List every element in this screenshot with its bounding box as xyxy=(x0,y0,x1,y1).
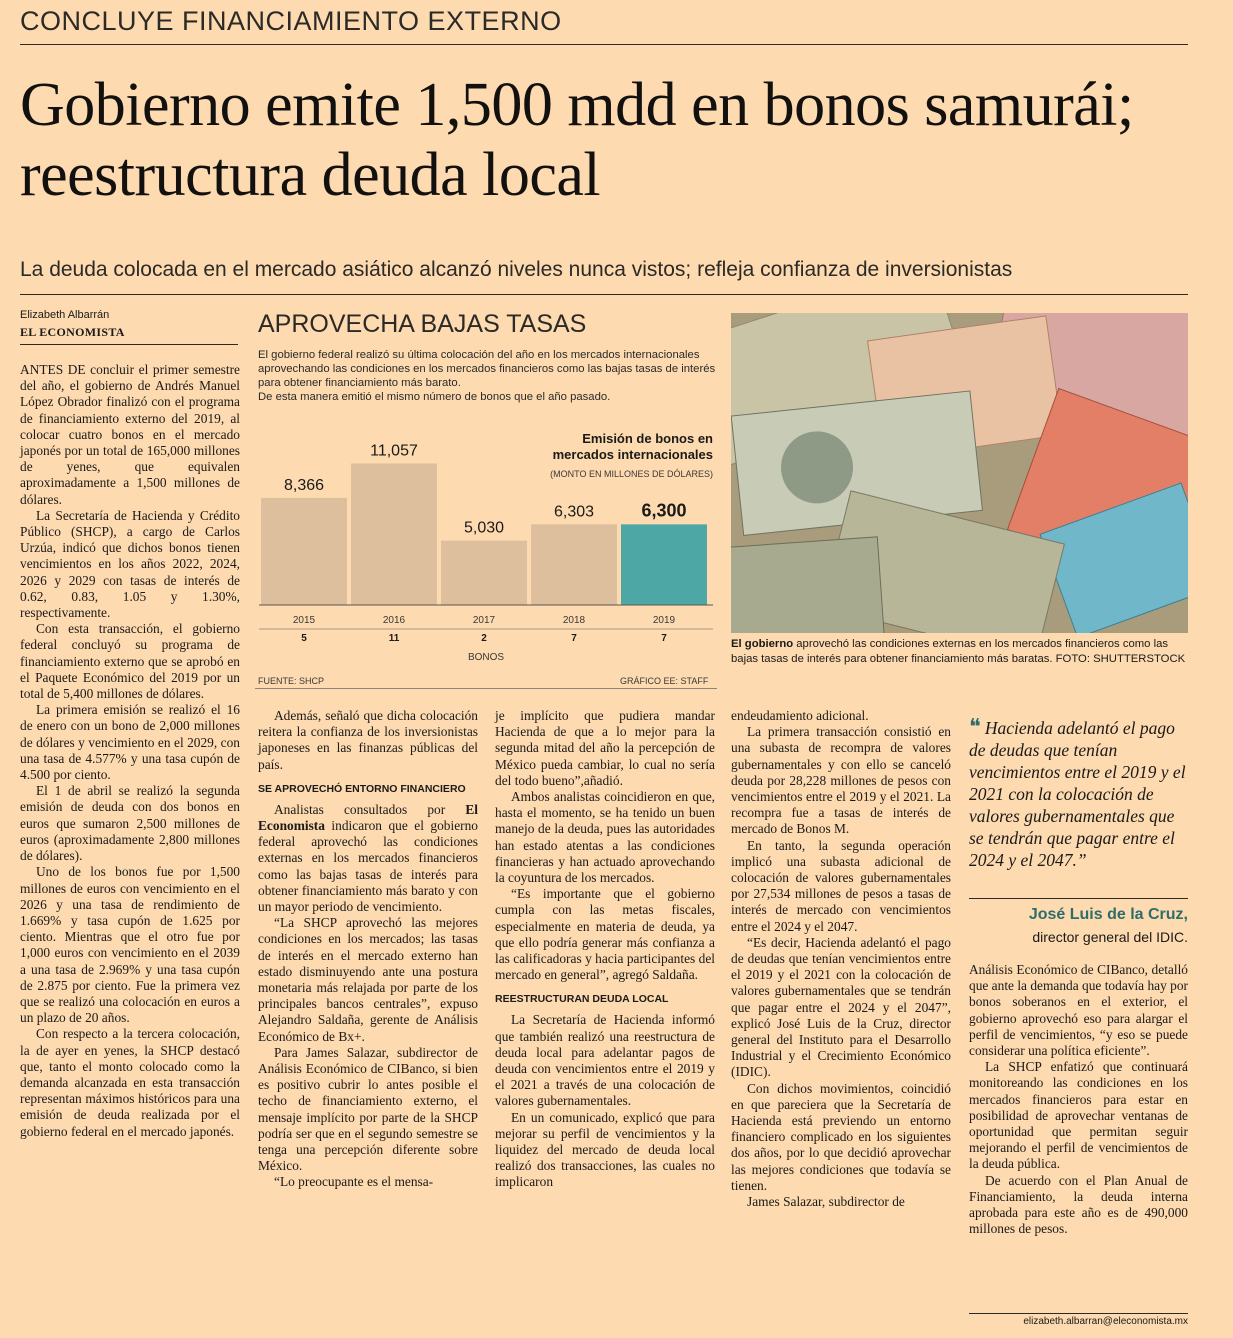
chart-value-label: 6,303 xyxy=(553,503,595,521)
paragraph: La primera transacción consistió en una subasta de recompra de valores gubernamentales y con ello se canceló deuda por 28,228 millones de pesos con vencimientos entre el 2019 y el 2021. La recompra fue a tasas de interés de mercado de Bonos M. xyxy=(731,724,951,837)
chart-bonds-count: 11 xyxy=(388,633,400,644)
chart-value-label: 11,057 xyxy=(370,442,418,460)
chart-value-label: 6,300 xyxy=(641,500,687,521)
paragraph: La SHCP enfatizó que continuará monitoreando las condiciones en los mercados financieros para estar en posibilidad de aprovechar ventanas de oportunidad que permitan seguir mejorando el perfil de vencimientos de la deuda pública. xyxy=(969,1059,1188,1172)
article-column-4 xyxy=(731,708,951,1210)
infographic-title: APROVECHA BAJAS TASAS xyxy=(258,310,587,338)
section-heading: REESTRUCTURAN DEUDA LOCAL xyxy=(495,993,669,1006)
photo-caption: El gobierno aprovechó las condiciones externas en los mercados financieros como las bajas tasas de interés para obtener financiamiento más baratas. FOTO: SHUTTERSTOCK xyxy=(731,638,1186,665)
paragraph: “Lo preocupante es el mensa- xyxy=(274,1174,434,1190)
byline-author: Elizabeth Albarrán xyxy=(20,309,110,321)
paragraph: La Secretaría de Hacienda y Crédito Público (SHCP), a cargo de Carlos Urzúa, indicó que dichos bonos tienen vencimientos en los años 2022, 2024, 2026 y 2029 con tasas de interés de 0.62, 0.83, 1.05 y 1.30%, respectivamente. xyxy=(20,507,240,621)
paragraph: Con dichos movimientos, coincidió en que pareciera que la Secretaría de Hacienda está previendo un entorno financiero complicado en los siguientes dos años, por lo que decidió aprovechar las mejores condiciones que todavía se tienen. xyxy=(731,1080,951,1193)
chart-bar xyxy=(261,498,347,605)
chart-bonds-count: 7 xyxy=(661,633,667,644)
lead-in: ANTES DE xyxy=(20,362,86,377)
article-column-1 xyxy=(20,362,240,1140)
chart-bar xyxy=(621,524,707,605)
email-divider xyxy=(969,1313,1188,1314)
paragraph: “Es decir, Hacienda adelantó el pago de deudas que tenían vencimientos entre el 2019 y el 2021 con la colocación de valores gubernamentales que se tendrán que pagar entre el 2024 y el 2047”, explicó José Luis de la Cruz, director general del Instituto para el Desarrollo Industrial y el Crecimiento Económico (IDIC). xyxy=(731,934,951,1080)
chart-year-label: 2018 xyxy=(562,615,586,626)
article-column-2 xyxy=(258,708,478,1191)
paragraph: La Secretaría de Hacienda informó que también realizó una reestructura de deuda local para adelantar pagos de deuda con vencimientos entre el 2019 y el 2021 a través de una colocación de valores gubernamentales. xyxy=(495,1012,715,1109)
paragraph: endeudamiento adicional. xyxy=(731,708,869,723)
chart-bonds-label: BONOS xyxy=(467,652,505,663)
quote-icon: ❝ xyxy=(969,714,981,739)
byline-outlet: EL ECONOMISTA xyxy=(20,325,125,339)
chart-bonds-count: 2 xyxy=(481,633,487,644)
article-column-5 xyxy=(969,962,1188,1237)
paragraph: Con esta transacción, el gobierno federal concluyó su programa de financiamiento externo que se aprobó en el Paquete Económico del 2019 por un total de 5,400 millones de dólares. xyxy=(20,621,240,702)
headline: Gobierno emite 1,500 mdd en bonos samurái; reestructura deuda local xyxy=(20,71,1134,209)
paragraph: En tanto, la segunda operación implicó una subasta adicional de colocación de valores gubernamentales por 27,534 millones de pesos a tasas de interés de mercado con vencimientos entre el 2024 y el 2047. xyxy=(731,837,951,934)
paragraph: James Salazar, subdirector de xyxy=(747,1194,905,1210)
chart-title: Emisión de bonos en mercados internacionales xyxy=(552,431,713,462)
paragraph: La primera emisión se realizó el 16 de enero con un bono de 2,000 millones de dólares y vencimiento en el 2029, con una tasa de 4.577% y una tasa cupón de 4.500 por ciento. xyxy=(20,702,240,783)
paragraph: Además, señaló que dicha colocación reitera la confianza de los inversionistas japoneses en las finanzas públicas del país. xyxy=(258,708,478,772)
infographic-divider xyxy=(255,688,717,689)
banknotes-photo xyxy=(731,313,1188,633)
chart-value-label: 8,366 xyxy=(283,476,325,494)
chart-year-label: 2019 xyxy=(652,615,676,626)
article-column-3 xyxy=(495,708,715,1191)
paragraph: Con respecto a la tercera colocación, la de ayer en yenes, la SHCP destacó que, tanto el monto colocado como la demanda alcanzada en esta transacción representan máximos históricos para una emisión de deuda realizada por el gobierno federal en el mercado japonés. xyxy=(20,1026,240,1139)
banknotes-illustration xyxy=(731,313,1188,633)
quote-author-role: director general del IDIC. xyxy=(1032,929,1188,945)
paragraph: En un comunicado, explicó que para mejorar su perfil de vencimientos y la liquidez del mercado de deuda local realizó dos transacciones, las cuales no implicaron xyxy=(495,1109,715,1190)
section-heading: SE APROVECHÓ ENTORNO FINANCIERO xyxy=(258,782,466,795)
subhead-divider xyxy=(20,294,1188,295)
chart-year-label: 2017 xyxy=(472,615,496,626)
infographic-source: FUENTE: SHCP xyxy=(258,676,325,686)
chart-year-label: 2016 xyxy=(382,615,406,626)
author-email: elizabeth.albarran@eleconomista.mx xyxy=(1023,1316,1188,1327)
paragraph: Para James Salazar, subdirector de Análisis Económico de CIBanco, si bien es positivo cubrir lo antes posible el techo de financiamiento externo, el mensaje implícito por parte de la SHCP podría ser que en el segundo semestre se tenga una percepción diferente sobre México. xyxy=(258,1044,478,1174)
chart-year-label: 2015 xyxy=(292,615,316,626)
chart-subtitle: (MONTO EN MILLONES DE DÓLARES) xyxy=(550,469,713,479)
bond-issuance-chart xyxy=(255,425,717,675)
paragraph: “Es importante que el gobierno cumpla con las metas fiscales, especialmente en materia de deuda, ya que ello podría generar más confianza a las calificadoras y hacia participantes del mercado en general”, agregó Saldaña. xyxy=(495,886,715,983)
pull-quote: ❝ Hacienda adelantó el pago de deudas que tenían vencimientos entre el 2019 y el 2021 con la colocación de valores gubernamentales que se tendrán que pagar entre el 2024 y el 2047.” xyxy=(969,714,1186,870)
kicker-divider xyxy=(20,44,1188,45)
chart-bonds-count: 5 xyxy=(301,633,307,644)
paragraph: Análisis Económico de CIBanco, detalló que ante la demanda que todavía hay por bonos soberanos en el exterior, el gobierno aprovechó eso para alargar el perfil de vencimientos, “y eso se puede considerar una política eficiente”. xyxy=(969,962,1188,1059)
quote-author: José Luis de la Cruz, xyxy=(1028,906,1188,923)
byline-divider xyxy=(20,344,238,345)
paragraph: Ambos analistas coincidieron en que, hasta el momento, se ha tenido un buen manejo de la deuda, pues las autoridades han estado atentas a las condiciones financieras y han actuado aprovechando la coyuntura de los mercados. xyxy=(495,789,715,886)
kicker: CONCLUYE FINANCIAMIENTO EXTERNO xyxy=(20,6,562,36)
infographic-credit: GRÁFICO EE: STAFF xyxy=(620,676,709,686)
quote-divider xyxy=(969,898,1188,899)
paragraph: De acuerdo con el Plan Anual de Financiamiento, la deuda interna aprobada para este año es de 490,000 millones de pesos. xyxy=(969,1172,1188,1237)
chart-bar xyxy=(351,463,437,605)
paragraph: Analistas consultados por El Economista indicaron que el gobierno federal aprovechó las condiciones externas en los mercados financieros como las bajas tasas de interés para obtener financiamiento más barato y con un mayor periodo de vencimiento. xyxy=(258,801,478,915)
paragraph: je implícito que pudiera mandar Hacienda de que a lo mejor para la segunda mitad del año la percepción de México pueda cambiar, lo cual no sería del todo bueno”,añadió. xyxy=(495,708,715,788)
chart-value-label: 5,030 xyxy=(463,519,505,537)
chart-bonds-count: 7 xyxy=(571,633,577,644)
subheadline: La deuda colocada en el mercado asiático alcanzó niveles nunca vistos; refleja confianza de inversionistas xyxy=(20,258,1013,281)
chart-bar xyxy=(531,524,617,605)
infographic-description: El gobierno federal realizó su última colocación del año en los mercados internacionales aprovechando las condiciones en los mercados financieros como las bajas tasas de interés para obtener financiamiento más barato. De esta manera emitió el mismo número de bonos que el año pasado. xyxy=(258,349,716,403)
paragraph: Uno de los bonos fue por 1,500 millones de euros con vencimiento en el 2026 y una tasa de rendimiento de 1.669% y tasa cupón de 1.625 por ciento. Mientras que el otro fue por 1,000 euros con vencimiento en el 2039 a una tasa de 2.969% y una tasa cupón de 2.875 por ciento. Fue la primera vez que se realizó una colocación en euros a un plazo de 20 años. xyxy=(20,864,240,1026)
paragraph: “La SHCP aprovechó las mejores condiciones en los mercados; las tasas de interés en el mercado externo han estado disminuyendo ante una postura monetaria más relajada por parte de los principales bancos centrales”, expuso Alejandro Saldaña, gerente de Análisis Económico de Bx+. xyxy=(258,915,478,1044)
chart-bar xyxy=(441,541,527,605)
paragraph: ANTES DE concluir el primer semestre del año, el gobierno de Andrés Manuel López Obrador finalizó con el programa de financiamiento externo del 2019, al colocar cuatro bonos en el mercado japonés por un total de 165,000 millones de yenes, que equivalen aproximadamente a 1,500 millones de dólares. xyxy=(20,362,240,507)
paragraph: El 1 de abril se realizó la segunda emisión de deuda con dos bonos en euros que sumaron 2,500 millones de euros (aproximadamente 2,800 millones de dólares). xyxy=(20,783,240,864)
